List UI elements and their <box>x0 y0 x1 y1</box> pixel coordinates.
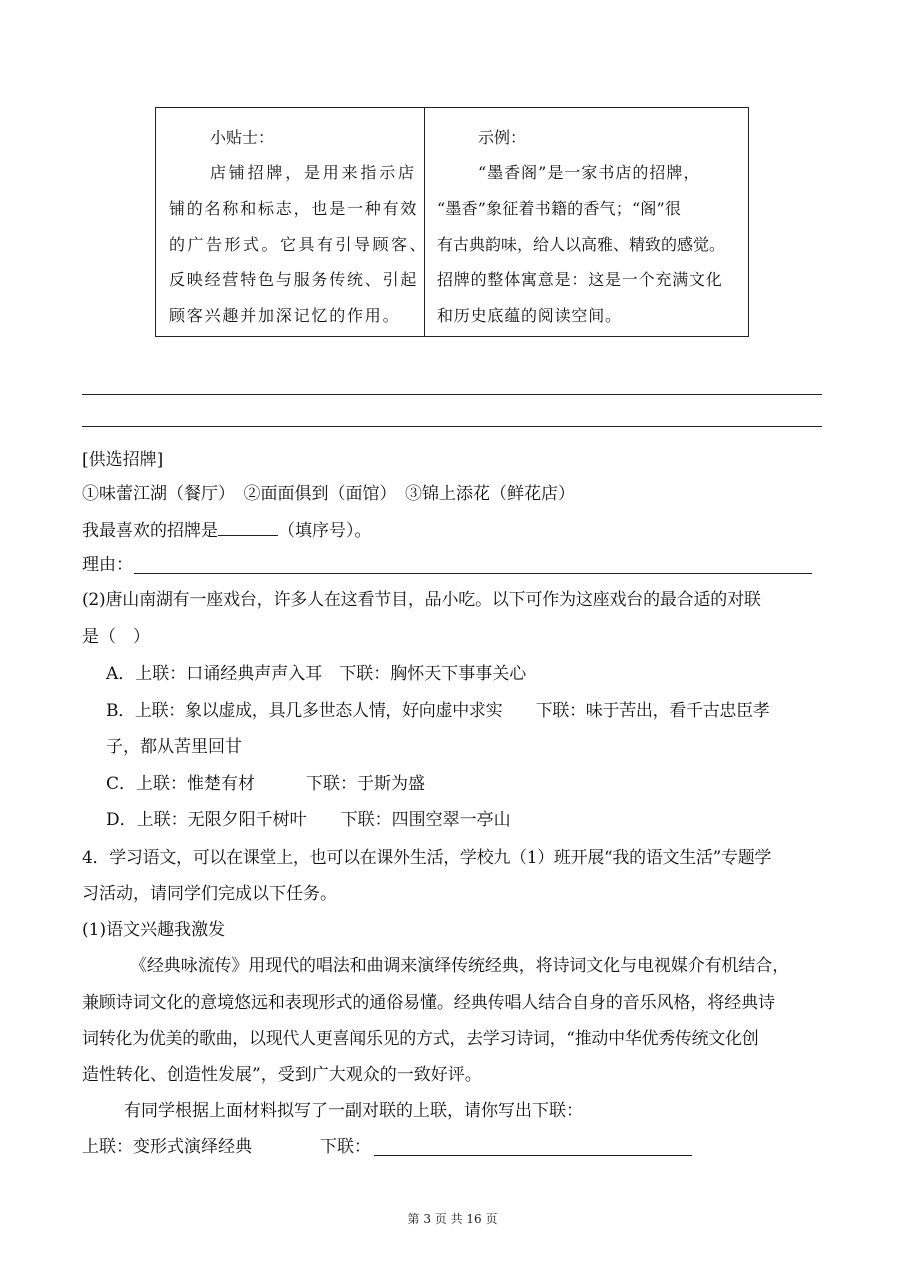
signs-heading: [供选招牌] <box>82 450 164 470</box>
q4-sub1-heading: (1)语文兴趣我激发 <box>82 920 226 940</box>
table-divider <box>424 107 425 337</box>
q2-stem: (2)唐山南湖有一座戏台，许多人在这看节目，品小吃。以下可作为这座戏台的最合适的对联 <box>82 590 761 610</box>
example-line: 和历史底蕴的阅读空间。 <box>437 306 622 325</box>
reason-blank[interactable] <box>134 573 812 574</box>
q4-paragraph-line: 造性转化、创造性发展”，受到广大观众的一致好评。 <box>82 1065 482 1085</box>
q2-option-d[interactable]: D．上联：无限夕阳千树叶 下联：四围空翠一亭山 <box>106 810 511 830</box>
page-number: 第 3 页 共 16 页 <box>407 1212 498 1226</box>
q4-instruction: 有同学根据上面材料拟写了一副对联的上联，请你写出下联： <box>124 1101 583 1121</box>
q2-option-b[interactable]: B．上联：象以虚成，具几多世态人情，好向虚中求实 下联：味于苦出，看千古忠臣孝 <box>106 701 770 721</box>
tip-line: 反映经营特色与服务传统、引起 <box>169 270 419 289</box>
example-line: 有古典韵味，给人以高雅、精致的感觉。 <box>437 235 726 254</box>
q4-stem: 4．学习语文，可以在课堂上，也可以在课外生活，学校九（1）班开展“我的语文生活”专题学 <box>82 848 772 868</box>
favorite-prefix: 我最喜欢的招牌是 <box>82 521 218 541</box>
example-title: 示例： <box>478 128 527 147</box>
q4-paragraph-line: 《经典咏流传》用现代的唱法和曲调来演绎传统经典，将诗词文化与电视媒介有机结合， <box>130 956 790 976</box>
q2-option-c[interactable]: C．上联：惟楚有材 下联：于斯为盛 <box>106 774 426 794</box>
couplet-upper: 上联：变形式演绎经典 <box>82 1137 252 1157</box>
q4-stem-cont: 习活动，请同学们完成以下任务。 <box>82 884 337 904</box>
signs-options: ①味蕾江湖（餐厅） ②面面俱到（面馆） ③锦上添花（鲜花店） <box>82 484 575 504</box>
answer-line <box>82 426 822 427</box>
favorite-suffix: （填序号）。 <box>278 521 372 541</box>
example-line: “墨香阁”是一家书店的招牌， <box>478 163 701 182</box>
q4-paragraph-line: 兼顾诗词文化的意境悠远和表现形式的通俗易懂。经典传唱人结合自身的音乐风格，将经典诗 <box>82 993 775 1013</box>
q2-stem-cont: 是（ ） <box>82 627 150 647</box>
example-line: “墨香”象征着书籍的香气；“阁”很 <box>437 199 682 218</box>
q4-paragraph-line: 词转化为优美的歌曲，以现代人更喜闻乐见的方式，去学习诗词，“推动中华优秀传统文化创 <box>82 1029 759 1049</box>
couplet-lower-blank[interactable] <box>374 1155 692 1156</box>
answer-line <box>82 394 822 395</box>
tip-line: 店铺招牌，是用来指示店 <box>210 163 417 182</box>
example-line: 招牌的整体寓意是：这是一个充满文化 <box>437 270 723 289</box>
tip-line: 顾客兴趣并加深记忆的作用。 <box>169 306 401 325</box>
q2-option-b-cont: 子，都从苦里回甘 <box>106 737 242 757</box>
couplet-lower-label: 下联： <box>320 1137 371 1157</box>
tip-title: 小贴士： <box>210 128 275 147</box>
favorite-sign-line <box>82 519 372 541</box>
tip-line: 铺的名称和标志，也是一种有效 <box>169 199 419 218</box>
tip-line: 的广告形式。它具有引导顾客、 <box>169 235 429 254</box>
reason-label: 理由： <box>82 555 133 575</box>
q2-option-a[interactable]: A．上联：口诵经典声声入耳 下联：胸怀天下事事关心 <box>106 664 527 684</box>
favorite-blank[interactable] <box>218 519 278 536</box>
